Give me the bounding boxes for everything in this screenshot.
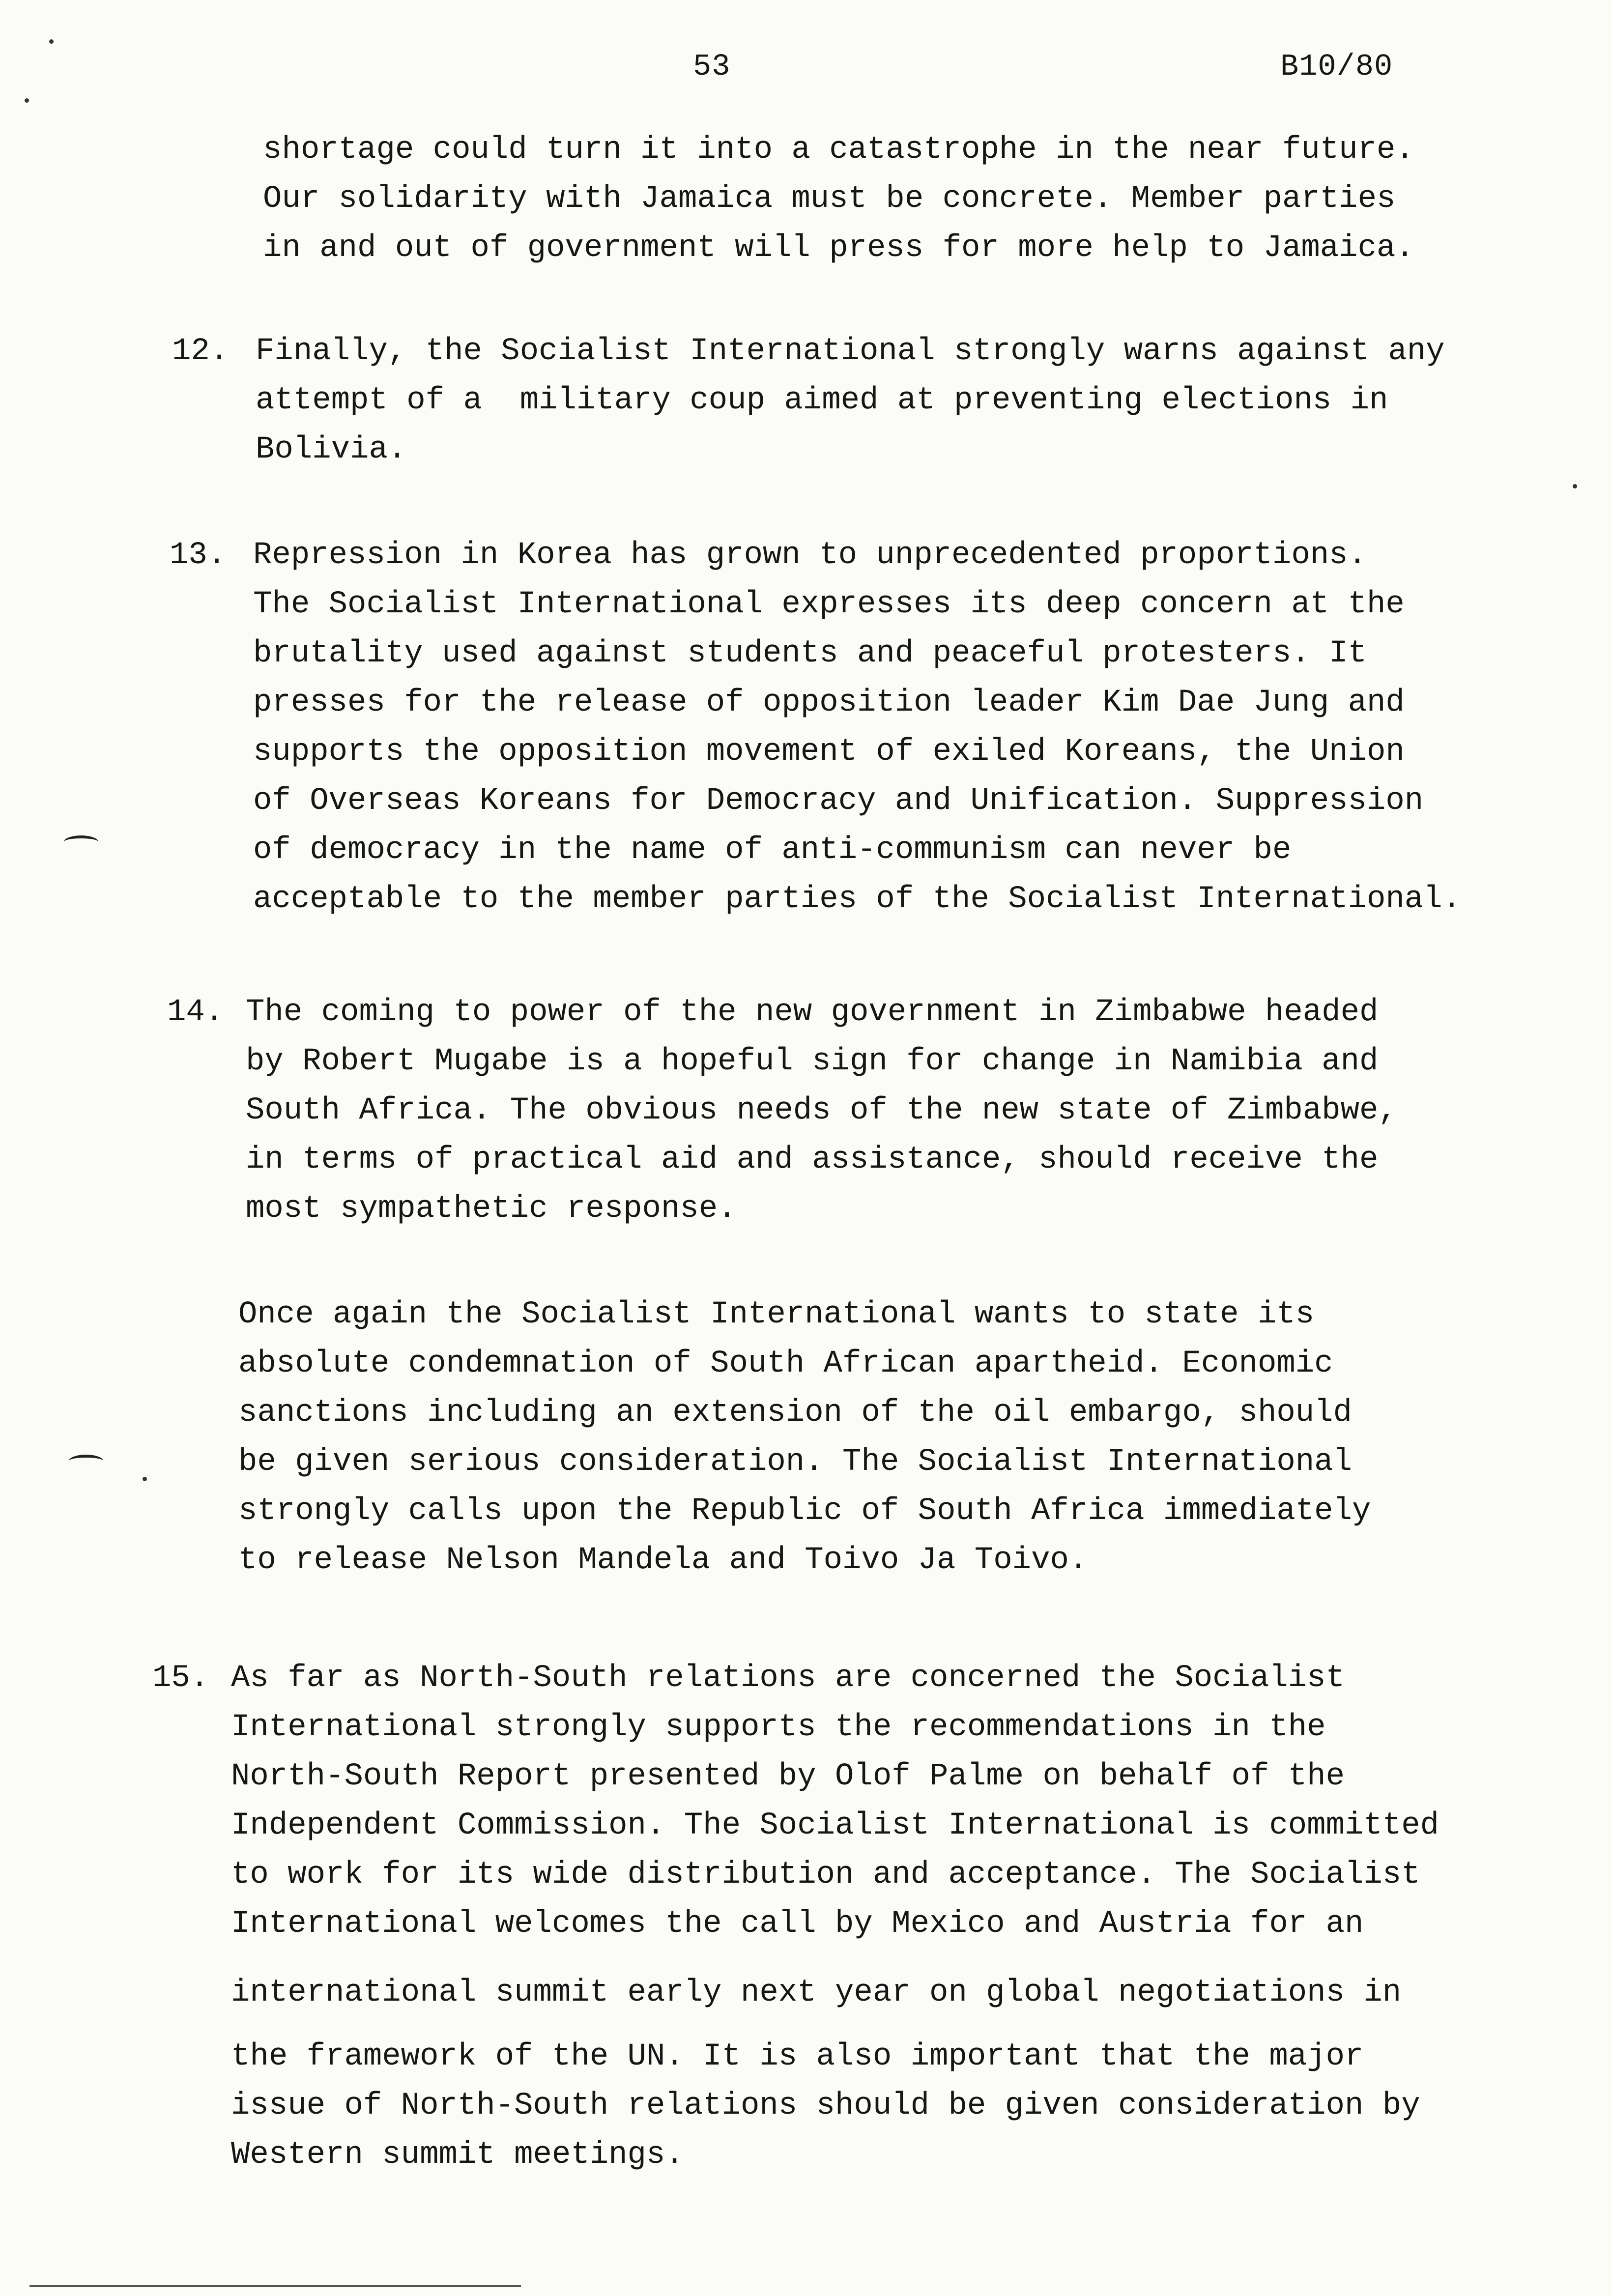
text-line: strongly calls upon the Republic of South Africa immediately bbox=[238, 1493, 1371, 1529]
continuation-paragraph bbox=[263, 125, 1414, 273]
text-line: absolute condemnation of South African apartheid. Economic bbox=[238, 1346, 1333, 1381]
text-line: to release Nelson Mandela and Toivo Ja Toivo. bbox=[238, 1543, 1088, 1578]
text-line: in and out of government will press for more help to Jamaica. bbox=[263, 230, 1414, 266]
text-line: The Socialist International expresses its deep concern at the bbox=[253, 587, 1405, 622]
text-line: attempt of a military coup aimed at preventing elections in bbox=[256, 383, 1388, 418]
text-line: sanctions including an extension of the oil embargo, should bbox=[238, 1395, 1352, 1431]
text-line: to work for its wide distribution and acceptance. The Socialist bbox=[231, 1857, 1420, 1893]
text-line: Repression in Korea has grown to unprecedented proportions. bbox=[253, 538, 1367, 573]
text-line: of Overseas Koreans for Democracy and Unification. Suppression bbox=[253, 783, 1424, 819]
text-line: supports the opposition movement of exiled Koreans, the Union bbox=[253, 734, 1405, 770]
text-line: International welcomes the call by Mexico and Austria for an bbox=[231, 1906, 1364, 1942]
item-number: 14. bbox=[167, 995, 224, 1030]
text-line: international summit early next year on global negotiations in bbox=[231, 1975, 1402, 2010]
item-number: 15. bbox=[152, 1661, 209, 1696]
item-15-paragraph bbox=[231, 1654, 1439, 2180]
text-line: North-South Report presented by Olof Palme on behalf of the bbox=[231, 1759, 1345, 1794]
text-line: Our solidarity with Jamaica must be concrete. Member parties bbox=[263, 181, 1396, 217]
text-line: issue of North-South relations should be given consideration by bbox=[231, 2088, 1420, 2124]
text-line: The coming to power of the new government in Zimbabwe headed bbox=[246, 995, 1379, 1030]
text-line: most sympathetic response. bbox=[246, 1191, 737, 1227]
text-line: South Africa. The obvious needs of the new state of Zimbabwe, bbox=[246, 1093, 1397, 1128]
item-14-paragraph bbox=[246, 988, 1397, 1234]
text-line: in terms of practical aid and assistance, should receive the bbox=[246, 1142, 1379, 1177]
page-number: 53 bbox=[693, 49, 731, 84]
bottom-rule bbox=[29, 2285, 521, 2287]
text-line: International strongly supports the recommendations in the bbox=[231, 1710, 1326, 1745]
item-number: 13. bbox=[170, 538, 227, 573]
text-line: of democracy in the name of anti-communism can never be bbox=[253, 832, 1292, 868]
margin-mark bbox=[69, 1455, 103, 1467]
text-line: Bolivia. bbox=[256, 432, 407, 467]
item-number: 12. bbox=[172, 334, 229, 369]
scan-speck bbox=[1573, 484, 1577, 488]
scan-speck bbox=[25, 98, 29, 103]
text-line: Finally, the Socialist International strongly warns against any bbox=[256, 334, 1445, 369]
text-line: presses for the release of opposition leader Kim Dae Jung and bbox=[253, 685, 1405, 720]
margin-mark bbox=[64, 835, 98, 848]
text-line: As far as North-South relations are concerned the Socialist bbox=[231, 1661, 1345, 1696]
item-14-paragraph-2 bbox=[238, 1290, 1371, 1585]
text-line: by Robert Mugabe is a hopeful sign for change in Namibia and bbox=[246, 1044, 1379, 1079]
text-line: shortage could turn it into a catastrophe in the near future. bbox=[263, 132, 1414, 168]
item-12-paragraph bbox=[256, 327, 1445, 474]
text-line: brutality used against students and peaceful protesters. It bbox=[253, 636, 1367, 671]
text-line: the framework of the UN. It is also important that the major bbox=[231, 2039, 1364, 2074]
scan-speck bbox=[49, 39, 54, 44]
scan-speck bbox=[143, 1477, 147, 1481]
text-line: Western summit meetings. bbox=[231, 2137, 684, 2173]
text-line: Independent Commission. The Socialist International is committed bbox=[231, 1808, 1439, 1843]
text-line: be given serious consideration. The Socialist International bbox=[238, 1444, 1352, 1480]
text-line: acceptable to the member parties of the Socialist International. bbox=[253, 882, 1461, 917]
text-line: Once again the Socialist International wants to state its bbox=[238, 1297, 1315, 1332]
document-reference: B10/80 bbox=[1280, 49, 1393, 84]
item-13-paragraph bbox=[253, 531, 1461, 924]
